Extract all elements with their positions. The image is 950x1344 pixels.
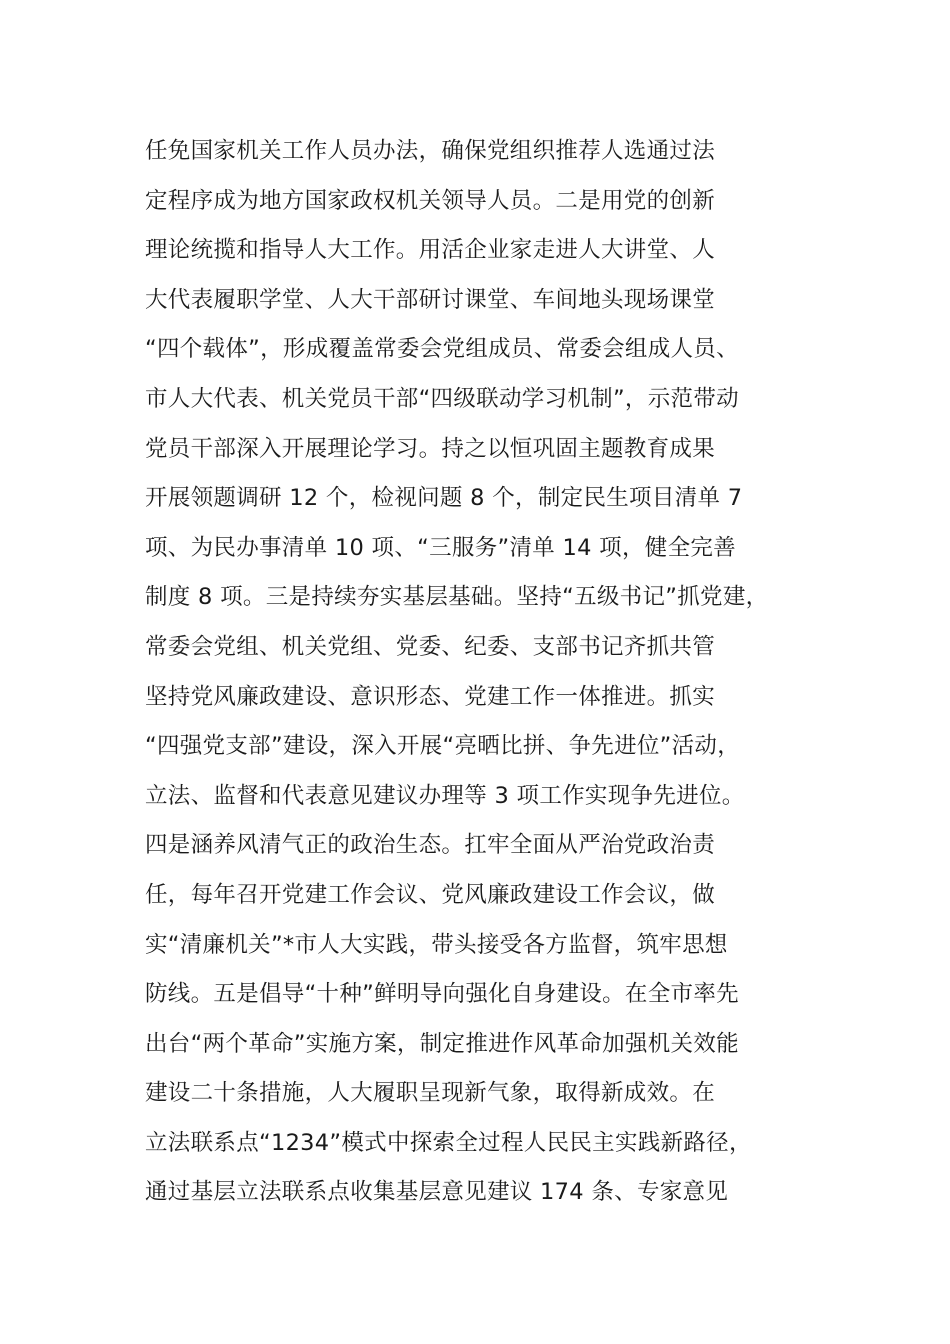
text-line-12: 坚持党风廉政建设、意识形态、党建工作一体推进。抓实 bbox=[145, 683, 716, 710]
text-line-11: 常委会党组、机关党组、党委、纪委、支部书记齐抓共管 bbox=[145, 633, 716, 660]
text-line-17: 实“清廉机关”*市人大实践，带头接受各方监督，筑牢思想 bbox=[145, 931, 728, 958]
text-line-6: 市人大代表、机关党员干部“四级联动学习机制”，示范带动 bbox=[145, 385, 739, 412]
text-line-3: 理论统揽和指导人大工作。用活企业家走进人大讲堂、人 bbox=[145, 237, 716, 264]
text-line-21: 立法联系点“1234”模式中探索全过程人民民主实践新路径， bbox=[145, 1129, 752, 1156]
text-line-2: 定程序成为地方国家政权机关领导人员。二是用党的创新 bbox=[145, 187, 716, 214]
text-line-10: 制度 8 项。三是持续夯实基层基础。坚持“五级书记”抓党建， bbox=[145, 584, 769, 611]
text-line-14: 立法、监督和代表意见建议办理等 3 项工作实现争先进位。 bbox=[145, 782, 745, 809]
text-line-13: “四强党支部”建设，深入开展“亮晒比拼、争先进位”活动， bbox=[145, 733, 741, 760]
text-line-16: 任，每年召开党建工作会议、党风廉政建设工作会议，做 bbox=[145, 881, 716, 908]
text-line-9: 项、为民办事清单 10 项、“三服务”清单 14 项，健全完善 bbox=[145, 534, 736, 561]
text-line-18: 防线。五是倡导“十种”鲜明导向强化自身建设。在全市率先 bbox=[145, 981, 739, 1008]
text-line-7: 党员干部深入开展理论学习。持之以恒巩固主题教育成果 bbox=[145, 435, 716, 462]
text-line-5: “四个载体”，形成覆盖常委会党组成员、常委会组成人员、 bbox=[145, 336, 739, 363]
text-line-4: 大代表履职学堂、人大干部研讨课堂、车间地头现场课堂 bbox=[145, 286, 716, 313]
text-line-22: 通过基层立法联系点收集基层意见建议 174 条、专家意见 bbox=[145, 1179, 729, 1206]
text-line-8: 开展领题调研 12 个，检视问题 8 个，制定民生项目清单 7 bbox=[145, 485, 743, 512]
body-paragraph bbox=[145, 127, 845, 1218]
text-line-20: 建设二十条措施，人大履职呈现新气象，取得新成效。在 bbox=[145, 1080, 716, 1107]
text-line-1: 任免国家机关工作人员办法，确保党组织推荐人选通过法 bbox=[145, 138, 716, 164]
text-line-15: 四是涵养风清气正的政治生态。扛牢全面从严治党政治责 bbox=[145, 832, 716, 859]
text-line-19: 出台“两个革命”实施方案，制定推进作风革命加强机关效能 bbox=[145, 1030, 739, 1057]
